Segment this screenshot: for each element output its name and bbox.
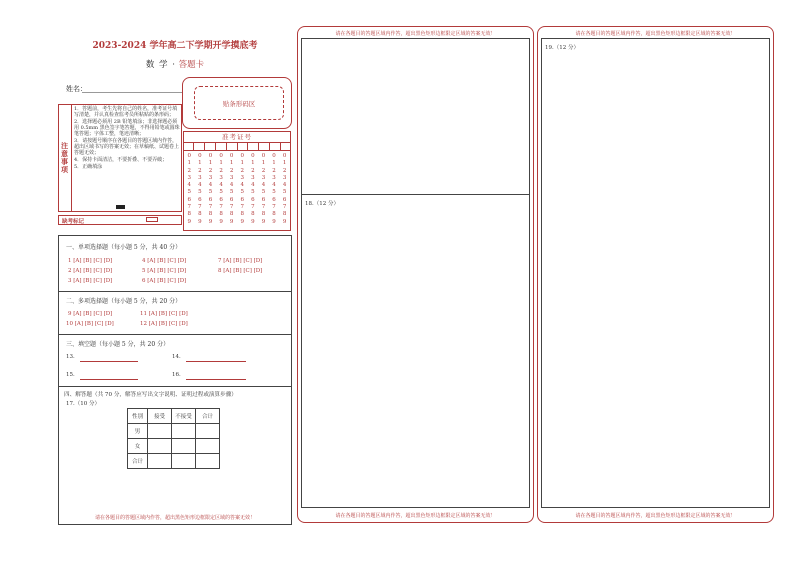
choice-q5[interactable]: 5 [A] [B] [C] [D]: [142, 268, 187, 274]
ticket-digit[interactable]: 4: [282, 182, 287, 189]
note-item: 3．请按题号顺序在各题目的答题区域内作答，超出区域书写的答案无效；在草稿纸、试题卷上答题无效；: [74, 138, 180, 157]
ticket-number-cells[interactable]: [183, 143, 291, 151]
choice-q8[interactable]: 8 [A] [B] [C] [D]: [218, 268, 263, 274]
ticket-digit[interactable]: 8: [208, 211, 213, 218]
ticket-digit[interactable]: 2: [272, 167, 276, 174]
divider: [58, 291, 292, 292]
ticket-digit[interactable]: 9: [251, 218, 255, 225]
ticket-digit[interactable]: 7: [219, 204, 223, 211]
ticket-digit[interactable]: 4: [261, 182, 266, 189]
notes-side-label: 注意事项: [58, 104, 72, 212]
subject-heading: [60, 58, 290, 70]
table-cell[interactable]: [148, 424, 172, 439]
card-label: 答题卡: [178, 60, 205, 70]
ticket-digit[interactable]: 3: [198, 174, 202, 181]
ticket-digit[interactable]: 5: [272, 189, 276, 196]
ticket-number-title: 准考证号: [183, 131, 291, 143]
table-cell[interactable]: [172, 454, 196, 469]
column2-answer-box[interactable]: [301, 38, 530, 508]
ticket-digit-column[interactable]: [259, 153, 267, 226]
table-row-label: 合计: [128, 454, 148, 469]
ticket-digit[interactable]: 4: [229, 182, 234, 189]
choice-q7[interactable]: 7 [A] [B] [C] [D]: [218, 258, 263, 264]
ticket-digit[interactable]: 6: [219, 196, 223, 203]
q14-answer-line[interactable]: [186, 361, 246, 362]
table-header-cell: 性别: [128, 409, 148, 424]
choice-q1[interactable]: 1 [A] [B] [C] [D]: [68, 258, 113, 264]
column3-top-note: 请在各题目的答题区域内作答，超出黑色矩形边框限定区域的答案无效！: [575, 31, 736, 37]
table-row-label: 男: [128, 424, 148, 439]
ticket-digit[interactable]: 3: [272, 174, 276, 181]
ticket-digit[interactable]: 0: [240, 153, 245, 159]
ticket-digit[interactable]: 7: [229, 204, 234, 211]
ticket-digit[interactable]: 8: [229, 211, 234, 218]
q15-answer-line[interactable]: [80, 379, 138, 380]
ticket-digit[interactable]: 5: [229, 189, 234, 196]
absent-checkbox[interactable]: [146, 217, 158, 222]
subject-label: 数 学 ·: [145, 60, 176, 70]
q17-label: 17.（10 分）: [66, 401, 100, 407]
ticket-digit[interactable]: 4: [208, 182, 213, 189]
ticket-digit[interactable]: 0: [229, 153, 234, 159]
ticket-digit[interactable]: 7: [282, 204, 287, 211]
table-cell[interactable]: [196, 439, 220, 454]
ticket-digit[interactable]: 8: [282, 211, 287, 218]
ticket-digit[interactable]: 7: [208, 204, 213, 211]
absent-label: 缺考标记: [62, 219, 85, 225]
ticket-digit-column[interactable]: [249, 153, 257, 226]
barcode-area: [194, 86, 284, 120]
ticket-digit[interactable]: 3: [229, 174, 234, 181]
ticket-digit-column[interactable]: [185, 153, 193, 226]
table-cell[interactable]: [172, 439, 196, 454]
ticket-digit[interactable]: 4: [198, 182, 202, 189]
table-header-cell: 不接受: [172, 409, 196, 424]
ticket-digit[interactable]: 1: [251, 160, 255, 167]
ticket-digit[interactable]: 1: [272, 160, 276, 167]
contingency-table: [127, 408, 220, 469]
table-header-cell: 接受: [148, 409, 172, 424]
ticket-digit[interactable]: 1: [187, 160, 192, 167]
table-cell[interactable]: [172, 424, 196, 439]
column3-bottom-note: 请在各题目的答题区域内作答，超出黑色矩形边框限定区域的答案无效！: [575, 513, 736, 519]
ticket-digit[interactable]: 8: [240, 211, 245, 218]
ticket-digit[interactable]: 1: [261, 160, 266, 167]
ticket-digit[interactable]: 9: [282, 218, 287, 225]
choice-q3[interactable]: 3 [A] [B] [C] [D]: [68, 278, 113, 284]
note-item: 4．保持卡面清洁，不要折叠、不要弄破；: [74, 157, 168, 164]
note-item: 5．正确填涂: [74, 163, 103, 170]
ticket-digit[interactable]: 9: [229, 218, 234, 225]
ticket-digit[interactable]: 9: [198, 218, 202, 225]
fill-blank-title: 三、填空题（每小题 5 分，共 20 分）: [66, 341, 170, 348]
ticket-digit[interactable]: 0: [219, 153, 223, 159]
multi-choice-title: 二、多项选择题（每小题 5 分，共 20 分）: [66, 298, 182, 305]
ticket-digit[interactable]: 1: [198, 160, 202, 167]
ticket-digit[interactable]: 3: [240, 174, 245, 181]
ticket-digit-column[interactable]: [238, 153, 246, 226]
ticket-digit[interactable]: 6: [187, 196, 192, 203]
q19-label: 19.（12 分）: [545, 45, 579, 51]
ticket-digit[interactable]: 6: [229, 196, 234, 203]
ticket-digit[interactable]: 2: [261, 167, 266, 174]
ticket-digit[interactable]: 2: [219, 167, 223, 174]
ticket-digit[interactable]: 9: [187, 218, 192, 225]
table-cell[interactable]: [196, 454, 220, 469]
table-cell[interactable]: [148, 439, 172, 454]
ticket-digit[interactable]: 7: [198, 204, 202, 211]
ticket-digit[interactable]: 4: [219, 182, 223, 189]
ticket-digit[interactable]: 5: [198, 189, 202, 196]
q14-label: 14.: [172, 354, 181, 360]
ticket-digit[interactable]: 6: [240, 196, 245, 203]
column1-bottom-note: 请在各题目的答题区域内作答，超出黑色矩形边框限定区域的答案无效！: [94, 515, 255, 521]
ticket-digit[interactable]: 5: [251, 189, 255, 196]
ticket-digit[interactable]: 2: [198, 167, 202, 174]
ticket-digit-column[interactable]: [217, 153, 225, 226]
ticket-digit-column[interactable]: [206, 153, 214, 226]
choice-q10[interactable]: 10 [A] [B] [C] [D]: [66, 321, 114, 327]
choice-q2[interactable]: 2 [A] [B] [C] [D]: [68, 268, 113, 274]
notes-list: [74, 106, 180, 171]
ticket-digit[interactable]: 0: [261, 153, 266, 159]
ticket-digit[interactable]: 3: [251, 174, 255, 181]
divider: [301, 194, 530, 195]
ticket-digit[interactable]: 2: [282, 167, 287, 174]
choice-q12[interactable]: 12 [A] [B] [C] [D]: [140, 321, 188, 327]
ticket-digit[interactable]: 3: [219, 174, 223, 181]
column2-top-note: 请在各题目的答题区域内作答，超出黑色矩形边框限定区域的答案无效！: [335, 31, 496, 37]
ticket-digit[interactable]: 2: [229, 167, 234, 174]
divider: [58, 334, 292, 335]
ticket-digit[interactable]: 6: [208, 196, 213, 203]
table-cell[interactable]: [196, 424, 220, 439]
ticket-digit[interactable]: 7: [261, 204, 266, 211]
table-row-label: 女: [128, 439, 148, 454]
ticket-digit[interactable]: 2: [251, 167, 255, 174]
ticket-digit[interactable]: 8: [261, 211, 266, 218]
column3-answer-box[interactable]: [541, 38, 770, 508]
ticket-digit[interactable]: 6: [282, 196, 287, 203]
ticket-digit[interactable]: 4: [187, 182, 192, 189]
ticket-digit-column[interactable]: [270, 153, 278, 226]
exam-title: 2023-2024 学年高二下学期开学摸底考: [92, 41, 258, 51]
note-item: 1．答题前，考生先将自己的姓名，准考证号填写清楚，并认真检查监考员所粘贴的条形码；: [74, 106, 178, 119]
ticket-digit[interactable]: 5: [240, 189, 245, 196]
ticket-digit[interactable]: 7: [251, 204, 255, 211]
ticket-digit[interactable]: 7: [187, 204, 192, 211]
ticket-digit[interactable]: 2: [208, 167, 213, 174]
ticket-digit[interactable]: 5: [187, 189, 192, 196]
ticket-digit-column[interactable]: [281, 153, 289, 226]
choice-q6[interactable]: 6 [A] [B] [C] [D]: [142, 278, 187, 284]
ticket-digit[interactable]: 0: [198, 153, 202, 159]
barcode-area-label: 贴条形码区: [222, 99, 256, 108]
table-cell[interactable]: [148, 454, 172, 469]
correct-fill-example: [116, 205, 125, 209]
ticket-digit[interactable]: 3: [261, 174, 266, 181]
choice-q9[interactable]: 9 [A] [B] [C] [D]: [68, 311, 113, 317]
ticket-digit[interactable]: 9: [261, 218, 266, 225]
ticket-digit[interactable]: 6: [272, 196, 276, 203]
ticket-digit[interactable]: 1: [282, 160, 287, 167]
choice-q4[interactable]: 4 [A] [B] [C] [D]: [142, 258, 187, 264]
ticket-digit[interactable]: 9: [219, 218, 223, 225]
choice-q11[interactable]: 11 [A] [B] [C] [D]: [140, 311, 188, 317]
ticket-digit[interactable]: 1: [208, 160, 213, 167]
ticket-digit[interactable]: 9: [272, 218, 276, 225]
ticket-digit-column[interactable]: [196, 153, 204, 226]
ticket-digit[interactable]: 1: [219, 160, 223, 167]
q13-answer-line[interactable]: [80, 361, 138, 362]
ticket-digit-grid[interactable]: [184, 153, 290, 226]
ticket-digit[interactable]: 0: [251, 153, 255, 159]
ticket-digit[interactable]: 7: [240, 204, 245, 211]
ticket-digit[interactable]: 5: [282, 189, 287, 196]
ticket-digit[interactable]: 4: [272, 182, 276, 189]
ticket-digit[interactable]: 3: [282, 174, 287, 181]
ticket-digit[interactable]: 8: [219, 211, 223, 218]
ticket-digit[interactable]: 9: [208, 218, 213, 225]
ticket-digit[interactable]: 7: [272, 204, 276, 211]
ticket-digit[interactable]: 0: [282, 153, 287, 159]
single-choice-title: 一、单项选择题（每小题 5 分，共 40 分）: [66, 244, 182, 251]
ticket-digit[interactable]: 8: [187, 211, 192, 218]
q16-label: 16.: [172, 372, 181, 378]
ticket-digit[interactable]: 9: [240, 218, 245, 225]
ticket-digit[interactable]: 1: [229, 160, 234, 167]
q18-label: 18.（12 分）: [305, 201, 339, 207]
ticket-digit[interactable]: 6: [198, 196, 202, 203]
ticket-digit[interactable]: 4: [251, 182, 255, 189]
ticket-digit[interactable]: 3: [187, 174, 192, 181]
ticket-digit[interactable]: 2: [187, 167, 192, 174]
ticket-digit[interactable]: 6: [261, 196, 266, 203]
ticket-digit[interactable]: 8: [251, 211, 255, 218]
ticket-digit[interactable]: 3: [208, 174, 213, 181]
note-item: 2．选择题必须用 2B 铅笔填涂；非选择题必须用 0.5mm 黑色签字笔答题，不得用铅笔或圆珠笔答题；字体工整，笔迹清晰；: [74, 118, 180, 138]
column2-bottom-note: 请在各题目的答题区域内作答，超出黑色矩形边框限定区域的答案无效！: [335, 513, 496, 519]
answer-section-title: 四、解答题（共 70 分，解答应写出文字说明、证明过程或演算步骤）: [64, 392, 237, 398]
q13-label: 13.: [66, 354, 75, 360]
ticket-digit[interactable]: 8: [272, 211, 276, 218]
ticket-digit[interactable]: 0: [272, 153, 276, 159]
q15-label: 15.: [66, 372, 75, 378]
ticket-digit-column[interactable]: [228, 153, 236, 226]
ticket-digit[interactable]: 5: [219, 189, 223, 196]
ticket-digit[interactable]: 5: [261, 189, 266, 196]
table-header-cell: 合计: [196, 409, 220, 424]
ticket-digit[interactable]: 4: [240, 182, 245, 189]
ticket-digit[interactable]: 8: [198, 211, 202, 218]
ticket-digit[interactable]: 2: [240, 167, 245, 174]
ticket-digit[interactable]: 6: [251, 196, 255, 203]
name-label: 姓名：: [66, 85, 87, 93]
ticket-digit[interactable]: 0: [208, 153, 213, 159]
q16-answer-line[interactable]: [186, 379, 246, 380]
name-field[interactable]: [82, 92, 182, 93]
ticket-digit[interactable]: 1: [240, 160, 245, 167]
ticket-digit[interactable]: 0: [187, 153, 192, 159]
ticket-digit[interactable]: 5: [208, 189, 213, 196]
divider: [58, 386, 292, 387]
